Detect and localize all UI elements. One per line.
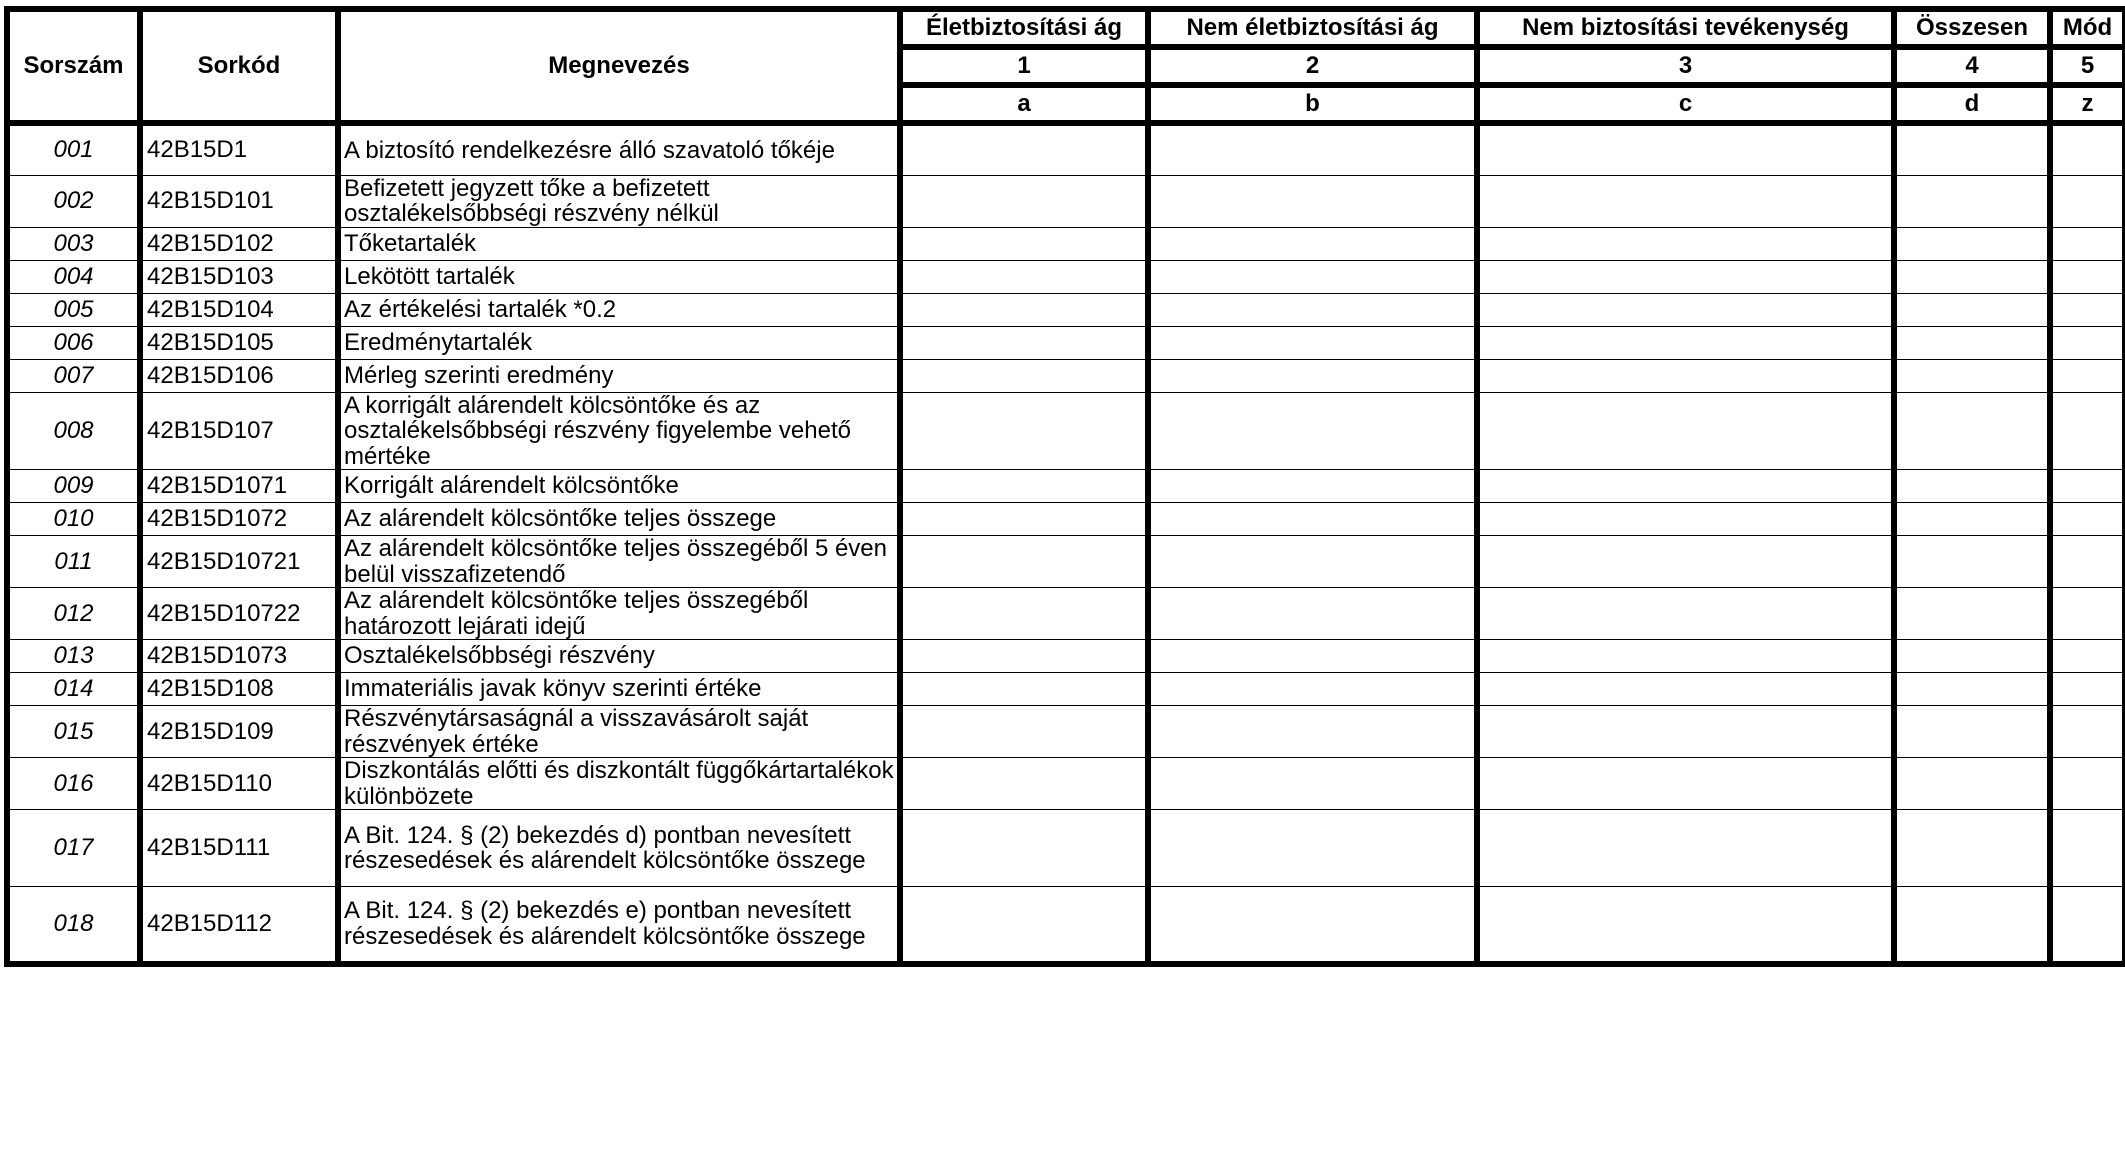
- cell-nem-biztositasi[interactable]: [1477, 260, 1894, 293]
- header-col-4-title: Összesen: [1894, 9, 2050, 47]
- table-row: [7, 536, 2125, 588]
- table-row: [7, 887, 2125, 964]
- cell-osszesen[interactable]: [1894, 706, 2050, 758]
- row-number: 018: [7, 887, 140, 964]
- row-number: 005: [7, 293, 140, 326]
- cell-osszesen[interactable]: [1894, 536, 2050, 588]
- cell-nem-biztositasi[interactable]: [1477, 810, 1894, 887]
- row-code: 42B15D1: [140, 123, 338, 175]
- cell-osszesen[interactable]: [1894, 470, 2050, 503]
- cell-eletbiztositasi[interactable]: [900, 123, 1148, 175]
- header-title-row: [7, 9, 2125, 47]
- cell-mod[interactable]: [2050, 706, 2125, 758]
- header-col-1-letter: a: [900, 85, 1148, 123]
- cell-nem-biztositasi[interactable]: [1477, 293, 1894, 326]
- row-name: Részvénytársaságnál a visszavásárolt saját részvények értéke: [338, 706, 900, 758]
- row-name: Mérleg szerinti eredmény: [338, 359, 900, 392]
- cell-osszesen[interactable]: [1894, 758, 2050, 810]
- cell-eletbiztositasi[interactable]: [900, 758, 1148, 810]
- cell-mod[interactable]: [2050, 392, 2125, 470]
- row-code: 42B15D10721: [140, 536, 338, 588]
- capital-adequacy-form-table: [4, 6, 2125, 967]
- cell-eletbiztositasi[interactable]: [900, 887, 1148, 964]
- row-number: 008: [7, 392, 140, 470]
- header-col-2-title: Nem életbiztosítási ág: [1148, 9, 1477, 47]
- cell-mod[interactable]: [2050, 758, 2125, 810]
- cell-nem-eletbiztositasi[interactable]: [1148, 326, 1477, 359]
- row-code: 42B15D1073: [140, 640, 338, 673]
- cell-nem-biztositasi[interactable]: [1477, 588, 1894, 640]
- row-code: 42B15D108: [140, 673, 338, 706]
- header-col-3-title: Nem biztosítási tevékenység: [1477, 9, 1894, 47]
- cell-osszesen[interactable]: [1894, 227, 2050, 260]
- cell-nem-biztositasi[interactable]: [1477, 536, 1894, 588]
- cell-osszesen[interactable]: [1894, 359, 2050, 392]
- header-sorszam: Sorszám: [7, 9, 140, 123]
- row-code: 42B15D112: [140, 887, 338, 964]
- header-col-5-num: 5: [2050, 47, 2125, 85]
- header-col-5-letter: z: [2050, 85, 2125, 123]
- cell-osszesen[interactable]: [1894, 326, 2050, 359]
- header-col-5-title: Mód: [2050, 9, 2125, 47]
- cell-nem-biztositasi[interactable]: [1477, 887, 1894, 964]
- cell-nem-eletbiztositasi[interactable]: [1148, 706, 1477, 758]
- cell-nem-eletbiztositasi[interactable]: [1148, 503, 1477, 536]
- row-number: 006: [7, 326, 140, 359]
- row-name: Befizetett jegyzett tőke a befizetett osztalékelsőbbségi részvény nélkül: [338, 175, 900, 227]
- cell-nem-biztositasi[interactable]: [1477, 470, 1894, 503]
- row-number: 010: [7, 503, 140, 536]
- row-code: 42B15D101: [140, 175, 338, 227]
- cell-nem-eletbiztositasi[interactable]: [1148, 640, 1477, 673]
- cell-nem-eletbiztositasi[interactable]: [1148, 227, 1477, 260]
- table-row: [7, 503, 2125, 536]
- cell-eletbiztositasi[interactable]: [900, 810, 1148, 887]
- cell-mod[interactable]: [2050, 503, 2125, 536]
- cell-nem-biztositasi[interactable]: [1477, 227, 1894, 260]
- row-number: 013: [7, 640, 140, 673]
- row-code: 42B15D102: [140, 227, 338, 260]
- row-code: 42B15D110: [140, 758, 338, 810]
- cell-eletbiztositasi[interactable]: [900, 392, 1148, 470]
- cell-eletbiztositasi[interactable]: [900, 673, 1148, 706]
- header-col-3-letter: c: [1477, 85, 1894, 123]
- table-row: [7, 123, 2125, 175]
- header-col-2-letter: b: [1148, 85, 1477, 123]
- cell-osszesen[interactable]: [1894, 887, 2050, 964]
- row-code: 42B15D105: [140, 326, 338, 359]
- cell-mod[interactable]: [2050, 123, 2125, 175]
- cell-nem-eletbiztositasi[interactable]: [1148, 536, 1477, 588]
- table-row: [7, 227, 2125, 260]
- cell-nem-eletbiztositasi[interactable]: [1148, 175, 1477, 227]
- row-number: 002: [7, 175, 140, 227]
- cell-mod[interactable]: [2050, 175, 2125, 227]
- cell-nem-biztositasi[interactable]: [1477, 758, 1894, 810]
- row-code: 42B15D1071: [140, 470, 338, 503]
- cell-eletbiztositasi[interactable]: [900, 470, 1148, 503]
- table-row: [7, 673, 2125, 706]
- header-col-1-title: Életbiztosítási ág: [900, 9, 1148, 47]
- table-row: [7, 260, 2125, 293]
- table-row: [7, 810, 2125, 887]
- row-code: 42B15D111: [140, 810, 338, 887]
- table-row: [7, 326, 2125, 359]
- cell-nem-eletbiztositasi[interactable]: [1148, 392, 1477, 470]
- cell-eletbiztositasi[interactable]: [900, 588, 1148, 640]
- cell-nem-biztositasi[interactable]: [1477, 503, 1894, 536]
- row-name: Az alárendelt kölcsöntőke teljes összege: [338, 503, 900, 536]
- table-row: [7, 640, 2125, 673]
- row-code: 42B15D10722: [140, 588, 338, 640]
- header-col-1-num: 1: [900, 47, 1148, 85]
- row-number: 004: [7, 260, 140, 293]
- header-megnevezes: Megnevezés: [338, 9, 900, 123]
- row-number: 016: [7, 758, 140, 810]
- cell-nem-eletbiztositasi[interactable]: [1148, 123, 1477, 175]
- row-name: Korrigált alárendelt kölcsöntőke: [338, 470, 900, 503]
- cell-osszesen[interactable]: [1894, 260, 2050, 293]
- table-row: [7, 359, 2125, 392]
- row-code: 42B15D103: [140, 260, 338, 293]
- cell-osszesen[interactable]: [1894, 123, 2050, 175]
- cell-mod[interactable]: [2050, 359, 2125, 392]
- row-number: 001: [7, 123, 140, 175]
- cell-eletbiztositasi[interactable]: [900, 260, 1148, 293]
- cell-osszesen[interactable]: [1894, 673, 2050, 706]
- cell-eletbiztositasi[interactable]: [900, 503, 1148, 536]
- row-name: Eredménytartalék: [338, 326, 900, 359]
- cell-mod[interactable]: [2050, 536, 2125, 588]
- cell-osszesen[interactable]: [1894, 175, 2050, 227]
- cell-mod[interactable]: [2050, 887, 2125, 964]
- row-name: Tőketartalék: [338, 227, 900, 260]
- cell-mod[interactable]: [2050, 227, 2125, 260]
- cell-nem-biztositasi[interactable]: [1477, 175, 1894, 227]
- cell-nem-biztositasi[interactable]: [1477, 326, 1894, 359]
- row-number: 003: [7, 227, 140, 260]
- row-code: 42B15D104: [140, 293, 338, 326]
- cell-mod[interactable]: [2050, 293, 2125, 326]
- cell-nem-eletbiztositasi[interactable]: [1148, 260, 1477, 293]
- row-name: A Bit. 124. § (2) bekezdés d) pontban nevesített részesedések és alárendelt kölcsöntőke összege: [338, 810, 900, 887]
- cell-nem-biztositasi[interactable]: [1477, 359, 1894, 392]
- cell-nem-eletbiztositasi[interactable]: [1148, 588, 1477, 640]
- cell-mod[interactable]: [2050, 326, 2125, 359]
- cell-eletbiztositasi[interactable]: [900, 326, 1148, 359]
- cell-osszesen[interactable]: [1894, 503, 2050, 536]
- row-name: A biztosító rendelkezésre álló szavatoló tőkéje: [338, 123, 900, 175]
- row-name: A korrigált alárendelt kölcsöntőke és az osztalékelsőbbségi részvény figyelembe vehető mértéke: [338, 392, 900, 470]
- row-code: 42B15D106: [140, 359, 338, 392]
- cell-nem-eletbiztositasi[interactable]: [1148, 673, 1477, 706]
- cell-eletbiztositasi[interactable]: [900, 536, 1148, 588]
- table-row: [7, 175, 2125, 227]
- cell-mod[interactable]: [2050, 640, 2125, 673]
- table-row: [7, 470, 2125, 503]
- cell-osszesen[interactable]: [1894, 392, 2050, 470]
- cell-eletbiztositasi[interactable]: [900, 706, 1148, 758]
- cell-nem-eletbiztositasi[interactable]: [1148, 758, 1477, 810]
- row-number: 014: [7, 673, 140, 706]
- cell-osszesen[interactable]: [1894, 640, 2050, 673]
- row-name: Az alárendelt kölcsöntőke teljes összegéből határozott lejárati idejű: [338, 588, 900, 640]
- cell-nem-eletbiztositasi[interactable]: [1148, 887, 1477, 964]
- cell-eletbiztositasi[interactable]: [900, 227, 1148, 260]
- cell-osszesen[interactable]: [1894, 588, 2050, 640]
- cell-mod[interactable]: [2050, 470, 2125, 503]
- cell-osszesen[interactable]: [1894, 293, 2050, 326]
- row-name: Diszkontálás előtti és diszkontált függőkártartalékok különbözete: [338, 758, 900, 810]
- table-body: [7, 123, 2125, 964]
- cell-nem-biztositasi[interactable]: [1477, 673, 1894, 706]
- row-code: 42B15D1072: [140, 503, 338, 536]
- table-row: [7, 293, 2125, 326]
- row-number: 015: [7, 706, 140, 758]
- cell-mod[interactable]: [2050, 588, 2125, 640]
- row-number: 009: [7, 470, 140, 503]
- row-name: A Bit. 124. § (2) bekezdés e) pontban nevesített részesedések és alárendelt kölcsöntőke összege: [338, 887, 900, 964]
- cell-eletbiztositasi[interactable]: [900, 640, 1148, 673]
- cell-nem-eletbiztositasi[interactable]: [1148, 470, 1477, 503]
- cell-eletbiztositasi[interactable]: [900, 175, 1148, 227]
- row-number: 012: [7, 588, 140, 640]
- cell-mod[interactable]: [2050, 673, 2125, 706]
- cell-nem-biztositasi[interactable]: [1477, 392, 1894, 470]
- cell-nem-biztositasi[interactable]: [1477, 123, 1894, 175]
- cell-nem-biztositasi[interactable]: [1477, 706, 1894, 758]
- row-number: 017: [7, 810, 140, 887]
- cell-nem-biztositasi[interactable]: [1477, 640, 1894, 673]
- row-code: 42B15D109: [140, 706, 338, 758]
- cell-nem-eletbiztositasi[interactable]: [1148, 810, 1477, 887]
- row-name: Immateriális javak könyv szerinti értéke: [338, 673, 900, 706]
- table-row: [7, 758, 2125, 810]
- cell-mod[interactable]: [2050, 260, 2125, 293]
- cell-mod[interactable]: [2050, 810, 2125, 887]
- table-row: [7, 588, 2125, 640]
- cell-eletbiztositasi[interactable]: [900, 359, 1148, 392]
- row-code: 42B15D107: [140, 392, 338, 470]
- row-number: 007: [7, 359, 140, 392]
- header-col-4-letter: d: [1894, 85, 2050, 123]
- row-name: Lekötött tartalék: [338, 260, 900, 293]
- row-name: Az értékelési tartalék *0.2: [338, 293, 900, 326]
- header-col-3-num: 3: [1477, 47, 1894, 85]
- cell-eletbiztositasi[interactable]: [900, 293, 1148, 326]
- cell-nem-eletbiztositasi[interactable]: [1148, 359, 1477, 392]
- row-name: Az alárendelt kölcsöntőke teljes összegéből 5 éven belül visszafizetendő: [338, 536, 900, 588]
- cell-nem-eletbiztositasi[interactable]: [1148, 293, 1477, 326]
- header-col-4-num: 4: [1894, 47, 2050, 85]
- table-row: [7, 706, 2125, 758]
- header-col-2-num: 2: [1148, 47, 1477, 85]
- table-row: [7, 392, 2125, 470]
- row-number: 011: [7, 536, 140, 588]
- cell-osszesen[interactable]: [1894, 810, 2050, 887]
- header-sorkod: Sorkód: [140, 9, 338, 123]
- row-name: Osztalékelsőbbségi részvény: [338, 640, 900, 673]
